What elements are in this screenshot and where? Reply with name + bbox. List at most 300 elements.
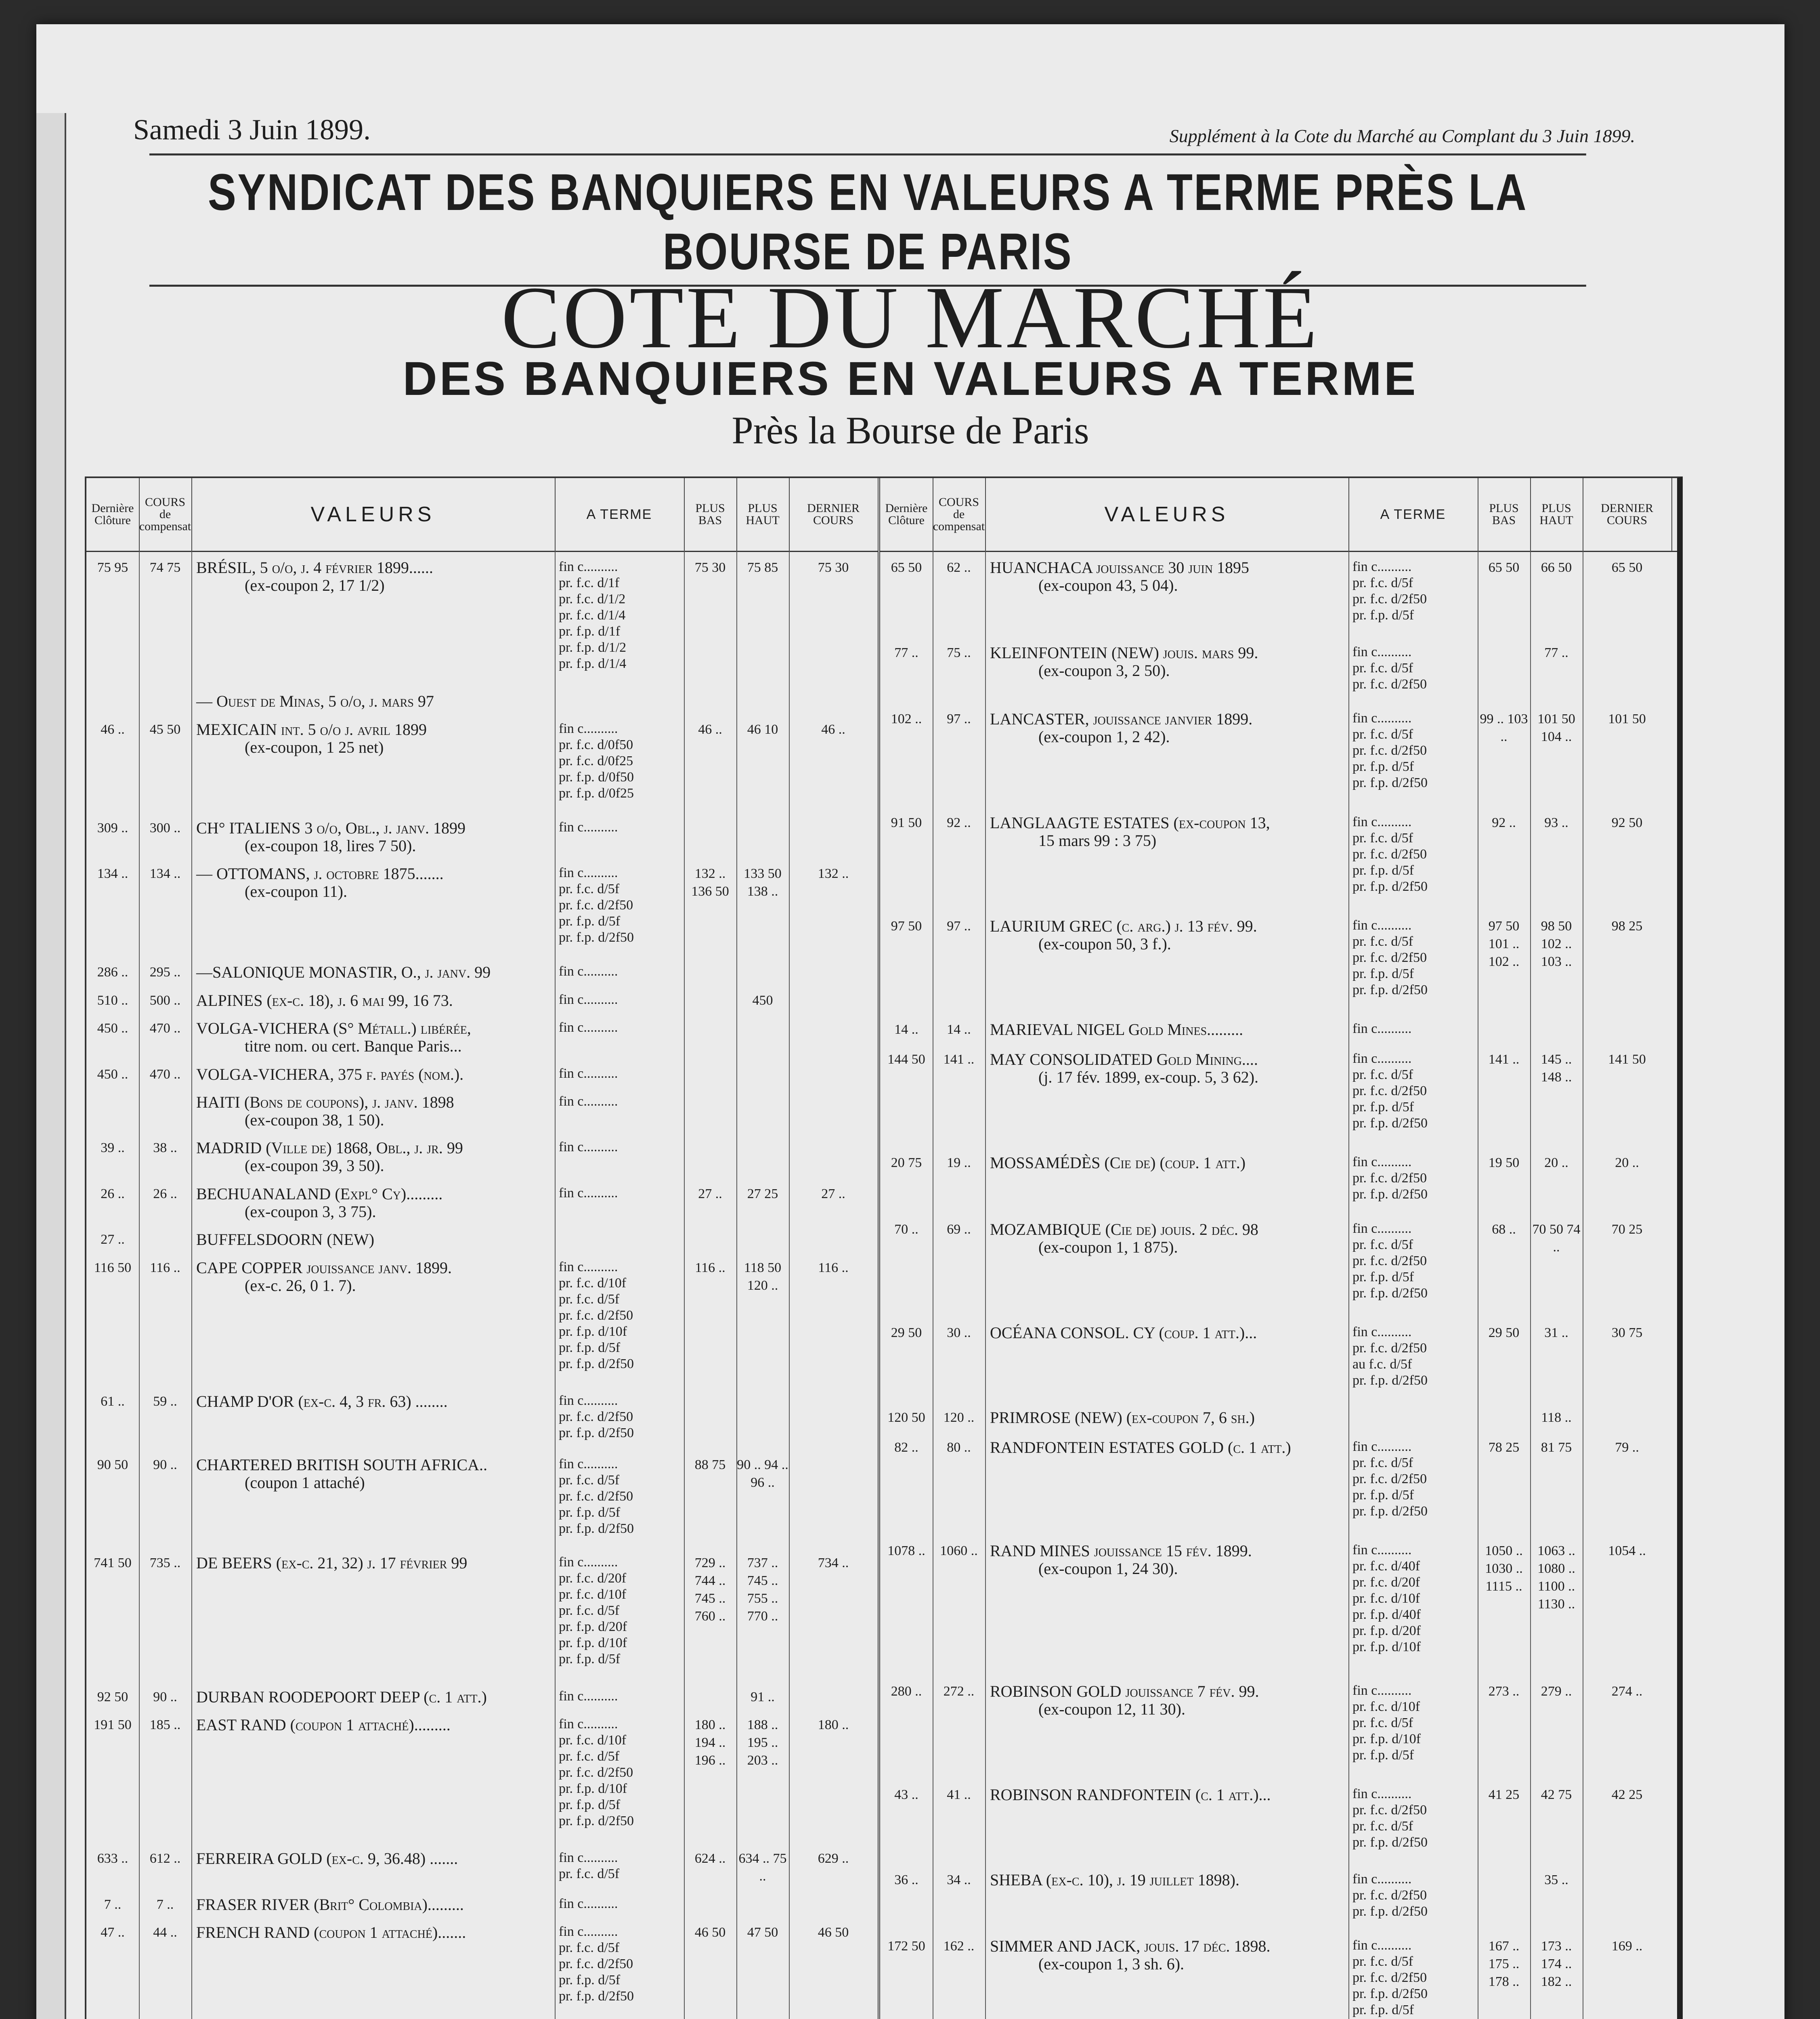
term-entry: pr. f.c. d/5f bbox=[1352, 1455, 1413, 1470]
security-name-line: SIMMER AND JACK, jouis. 17 déc. 1898. bbox=[990, 1937, 1271, 1956]
term-entry: pr. f.p. d/0f50 bbox=[559, 769, 634, 785]
compensation-price: 7 .. bbox=[156, 1897, 174, 1912]
closing-price: 65 50 bbox=[891, 560, 922, 575]
term-entry: pr. f.c. d/2f50 bbox=[1352, 1803, 1427, 1818]
compensation-price: 141 .. bbox=[943, 1051, 975, 1067]
last-price: 101 50 bbox=[1608, 711, 1646, 727]
closing-price: 90 50 bbox=[97, 1457, 128, 1472]
security-name bbox=[990, 1409, 1345, 1427]
term-entry: pr. f.c. d/2f50 bbox=[559, 1488, 633, 1504]
term-entry: fin c.......... bbox=[1352, 1439, 1412, 1454]
security-name bbox=[196, 1185, 551, 1221]
table-row bbox=[880, 1409, 1677, 1438]
compensation-price: 295 .. bbox=[149, 964, 181, 980]
highest-price: 35 .. bbox=[1544, 1872, 1568, 1887]
lowest-price: 729 .. 744 .. 745 .. 760 .. bbox=[694, 1555, 726, 1624]
security-name-line: DE BEERS (ex-c. 21, 32) j. 17 février 99 bbox=[196, 1554, 468, 1572]
security-name-detail: (ex-coupon 43, 5 04). bbox=[1038, 576, 1178, 594]
closing-price: 26 .. bbox=[101, 1186, 125, 1201]
highest-price: 118 .. bbox=[1541, 1410, 1572, 1425]
table-row bbox=[86, 1716, 878, 1850]
term-entry: pr. f.p. d/2f50 bbox=[1352, 1285, 1428, 1301]
table-row bbox=[880, 1324, 1677, 1409]
compensation-price: 185 .. bbox=[149, 1717, 181, 1733]
term-list bbox=[559, 1259, 682, 1372]
table-row bbox=[86, 1393, 878, 1456]
compensation-price: 19 .. bbox=[947, 1155, 971, 1170]
term-entry: pr. f.c. d/5f bbox=[559, 1866, 620, 1882]
highest-price: 47 50 bbox=[747, 1925, 778, 1940]
term-entry: pr. f.c. d/2f50 bbox=[559, 1765, 633, 1780]
lowest-price: 19 50 bbox=[1488, 1155, 1520, 1170]
security-name bbox=[196, 1850, 551, 1868]
term-entry: pr. f.c. d/1f bbox=[559, 575, 620, 590]
security-name-detail: (ex-coupon 2, 17 1/2) bbox=[245, 576, 385, 594]
term-entry: pr. f.p. d/10f bbox=[559, 1635, 627, 1651]
column-header-comp: COURS de compensat bbox=[139, 478, 192, 551]
security-name bbox=[196, 1456, 551, 1492]
table-row bbox=[86, 1093, 878, 1139]
lowest-price: 97 50 101 .. 102 .. bbox=[1488, 918, 1520, 969]
closing-price: 46 .. bbox=[101, 722, 125, 737]
term-list bbox=[1352, 710, 1476, 791]
term-list bbox=[1352, 644, 1476, 693]
term-list bbox=[559, 1093, 682, 1110]
security-name-line: KLEINFONTEIN (NEW) jouis. mars 99. bbox=[990, 643, 1258, 662]
compensation-price: 500 .. bbox=[149, 993, 181, 1008]
term-entry: fin c.......... bbox=[559, 1066, 618, 1081]
term-list bbox=[559, 1554, 682, 1667]
term-list bbox=[559, 963, 682, 980]
security-name bbox=[196, 992, 551, 1010]
term-entry: pr. f.p. d/10f bbox=[1352, 1731, 1421, 1746]
term-entry: fin c.......... bbox=[1352, 1154, 1412, 1169]
table-row bbox=[86, 1020, 878, 1065]
table-row bbox=[880, 1154, 1677, 1221]
security-name-line: CH° ITALIENS 3 o/o, Obl., j. janv. 1899 bbox=[196, 819, 465, 837]
compensation-price: 44 .. bbox=[153, 1925, 177, 1940]
highest-price: 118 50 120 .. bbox=[744, 1260, 782, 1293]
term-entry: pr. f.p. d/2f50 bbox=[1352, 1373, 1428, 1388]
security-name-line: BRÉSIL, 5 o/o, j. 4 février 1899...... bbox=[196, 558, 433, 577]
security-name-line: DURBAN ROODEPOORT DEEP (c. 1 att.) bbox=[196, 1687, 487, 1706]
term-entry: pr. f.c. d/2f50 bbox=[559, 1956, 633, 1972]
term-entry: pr. f.c. d/2f50 bbox=[1352, 676, 1427, 692]
column-header-close: Dernière Clôture bbox=[86, 478, 140, 551]
security-name-detail: (ex-coupon 50, 3 f.). bbox=[1038, 934, 1171, 953]
security-name-line: MADRID (Ville de) 1868, Obl., j. jr. 99 bbox=[196, 1139, 463, 1157]
last-price: 46 50 bbox=[818, 1925, 849, 1940]
column-header-terme: A TERME bbox=[555, 478, 685, 551]
compensation-price: 470 .. bbox=[149, 1021, 181, 1036]
closing-price: 91 50 bbox=[891, 815, 922, 830]
term-entry: pr. f.c. d/2f50 bbox=[1352, 1253, 1427, 1268]
compensation-price: 90 .. bbox=[153, 1689, 177, 1704]
table-row bbox=[86, 1688, 878, 1717]
term-entry: pr. f.p. d/10f bbox=[559, 1781, 627, 1797]
term-entry: pr. f.p. d/2f50 bbox=[1352, 1904, 1428, 1919]
term-entry: pr. f.c. d/2f50 bbox=[1352, 1887, 1427, 1903]
closing-price: 1078 .. bbox=[887, 1543, 925, 1558]
closing-price: 134 .. bbox=[97, 866, 128, 881]
term-entry: pr. f.p. d/2f50 bbox=[559, 1521, 634, 1536]
table-row bbox=[880, 1937, 1677, 2019]
term-entry: pr. f.c. d/5f bbox=[1352, 1819, 1413, 1834]
closing-price: 27 .. bbox=[101, 1232, 125, 1247]
term-entry: pr. f.c. d/2f50 bbox=[559, 897, 633, 913]
closing-price: 172 50 bbox=[887, 1939, 925, 1954]
term-entry: pr. f.c. d/5f bbox=[1352, 575, 1413, 590]
security-name bbox=[196, 865, 551, 900]
term-list bbox=[559, 1020, 682, 1036]
highest-price: 81 75 bbox=[1541, 1440, 1572, 1455]
term-entry: pr. f.p. d/10f bbox=[559, 1324, 627, 1339]
closing-price: 82 .. bbox=[894, 1440, 918, 1455]
term-entry: fin c.......... bbox=[559, 1924, 618, 1939]
term-entry: pr. f.p. d/2f50 bbox=[1352, 1115, 1428, 1131]
term-list bbox=[1352, 1324, 1476, 1389]
lowest-price: 78 25 bbox=[1488, 1440, 1520, 1455]
highest-price: 93 .. bbox=[1544, 815, 1568, 830]
term-list bbox=[559, 1850, 682, 1882]
last-price: 169 .. bbox=[1611, 1939, 1643, 1954]
term-list bbox=[559, 1456, 682, 1537]
security-name bbox=[196, 963, 551, 981]
term-entry: pr. f.c. d/10f bbox=[559, 1587, 627, 1602]
highest-price: 634 .. 75 .. bbox=[738, 1851, 787, 1884]
compensation-price: 1060 .. bbox=[940, 1543, 978, 1558]
term-entry: fin c.......... bbox=[1352, 644, 1412, 659]
term-entry: pr. f.c. d/5f bbox=[1352, 1237, 1413, 1252]
compensation-price: 92 .. bbox=[947, 815, 971, 830]
table-row bbox=[86, 1259, 878, 1393]
compensation-price: 470 .. bbox=[149, 1066, 181, 1082]
last-price: 274 .. bbox=[1611, 1683, 1643, 1699]
security-name-line: LAURIUM GREC (c. arg.) j. 13 fév. 99. bbox=[990, 917, 1257, 935]
term-entry: pr. f.c. d/5f bbox=[1352, 1954, 1413, 1969]
term-entry: pr. f.p. d/2f50 bbox=[1352, 1503, 1428, 1519]
lowest-price: 41 25 bbox=[1488, 1787, 1520, 1803]
security-name-detail: (ex-coupon 3, 2 50). bbox=[1038, 661, 1170, 680]
security-name bbox=[196, 721, 551, 756]
compensation-price: 80 .. bbox=[947, 1440, 971, 1455]
closing-price: 144 50 bbox=[887, 1051, 925, 1067]
closing-price: 43 .. bbox=[894, 1787, 918, 1803]
security-name bbox=[990, 644, 1345, 680]
compensation-price: 14 .. bbox=[947, 1022, 971, 1037]
compensation-price: 97 .. bbox=[947, 711, 971, 727]
last-price: 20 .. bbox=[1615, 1155, 1639, 1170]
term-list bbox=[559, 1139, 682, 1155]
security-name bbox=[990, 1221, 1345, 1256]
term-entry: pr. f.p. d/20f bbox=[1352, 1623, 1421, 1638]
security-name-line: BECHUANALAND (Expl° Cy)......... bbox=[196, 1184, 443, 1203]
highest-price: 20 .. bbox=[1544, 1155, 1568, 1170]
term-entry: pr. f.p. d/5f bbox=[1352, 759, 1414, 774]
term-entry: fin c.......... bbox=[1352, 1051, 1412, 1066]
table-row bbox=[86, 1456, 878, 1555]
lowest-price: 65 50 bbox=[1488, 560, 1520, 575]
lowest-price: 27 .. bbox=[698, 1186, 722, 1201]
security-name-line: CHAMP D'OR (ex-c. 4, 3 fr. 63) ........ bbox=[196, 1392, 448, 1410]
term-entry: pr. f.p. d/10f bbox=[1352, 1639, 1421, 1654]
closing-price: 20 75 bbox=[891, 1155, 922, 1170]
term-entry: fin c.......... bbox=[1352, 1221, 1412, 1236]
lowest-price: 1050 .. 1030 .. 1115 .. bbox=[1485, 1543, 1523, 1594]
security-name bbox=[990, 1937, 1345, 1973]
term-entry: pr. f.c. d/10f bbox=[559, 1275, 627, 1291]
term-list bbox=[1352, 1021, 1476, 1037]
term-entry: pr. f.c. d/5f bbox=[1352, 830, 1413, 846]
column-header-high: PLUS HAUT bbox=[736, 478, 790, 551]
column-header-comp: COURS de compensat bbox=[933, 478, 986, 551]
lowest-price: 68 .. bbox=[1492, 1221, 1516, 1237]
closing-price: 309 .. bbox=[97, 820, 128, 835]
security-name-detail: (ex-coupon 18, lires 7 50). bbox=[245, 836, 416, 855]
compensation-price: 120 .. bbox=[943, 1410, 975, 1425]
last-price: 46 .. bbox=[821, 722, 845, 737]
security-name bbox=[990, 710, 1345, 746]
compensation-price: 74 75 bbox=[149, 560, 181, 575]
term-list bbox=[559, 1066, 682, 1082]
term-entry: pr. f.c. d/1/2 bbox=[559, 592, 626, 607]
term-entry: pr. f.c. d/2f50 bbox=[1352, 950, 1427, 965]
lowest-price: 180 .. 194 .. 196 .. bbox=[694, 1717, 726, 1768]
compensation-price: 612 .. bbox=[149, 1851, 181, 1866]
highest-price: 66 50 bbox=[1541, 560, 1572, 575]
term-list bbox=[1352, 1871, 1476, 1920]
term-entry: fin c.......... bbox=[1352, 1871, 1412, 1887]
security-name-line: SHEBA (ex-c. 10), j. 19 juillet 1898). bbox=[990, 1870, 1239, 1889]
closing-price: 75 95 bbox=[97, 560, 128, 575]
term-list bbox=[559, 721, 682, 802]
term-entry: fin c.......... bbox=[1352, 1543, 1412, 1557]
security-name-detail: (ex-coupon 39, 3 50). bbox=[245, 1156, 384, 1175]
last-price: 1054 .. bbox=[1608, 1543, 1646, 1558]
term-entry: au f.c. d/5f bbox=[1352, 1356, 1412, 1372]
table-right-half bbox=[880, 478, 1677, 2019]
security-name bbox=[990, 917, 1345, 953]
term-entry: pr. f.c. d/5f bbox=[559, 1603, 620, 1618]
highest-price: 173 .. 174 .. 182 .. bbox=[1541, 1939, 1572, 1990]
security-name-line: MOZAMBIQUE (Cie de) jouis. 2 déc. 98 bbox=[990, 1220, 1258, 1238]
security-name-detail: titre nom. ou cert. Banque Paris... bbox=[245, 1037, 462, 1056]
security-name-line: MOSSAMÉDÈS (Cie de) (coup. 1 att.) bbox=[990, 1153, 1246, 1172]
closing-price: 97 50 bbox=[891, 918, 922, 934]
last-price: 141 50 bbox=[1608, 1051, 1646, 1067]
term-entry: pr. f.c. d/2f50 bbox=[1352, 743, 1427, 758]
term-entry: fin c.......... bbox=[559, 819, 618, 835]
term-entry: fin c.......... bbox=[1352, 1786, 1412, 1802]
last-price: 132 .. bbox=[818, 866, 849, 881]
term-entry: fin c.......... bbox=[559, 992, 618, 1007]
column-header-values: VALEURS bbox=[191, 478, 556, 551]
term-entry: fin c.......... bbox=[1352, 917, 1412, 933]
highest-price: 27 25 bbox=[747, 1186, 778, 1201]
closing-price: 29 50 bbox=[891, 1325, 922, 1340]
term-entry: pr. f.c. d/5f bbox=[559, 1940, 620, 1956]
term-entry: fin c.......... bbox=[559, 1259, 618, 1274]
last-price: 79 .. bbox=[1615, 1440, 1639, 1455]
security-name bbox=[196, 1896, 551, 1914]
term-list bbox=[559, 1185, 682, 1201]
security-name bbox=[990, 559, 1345, 594]
term-list bbox=[1352, 917, 1476, 998]
term-entry: pr. f.c. d/2f50 bbox=[1352, 592, 1427, 607]
term-entry: pr. f.p. d/5f bbox=[1352, 966, 1414, 981]
security-name-line: FRENCH RAND (coupon 1 attaché)....... bbox=[196, 1923, 466, 1942]
highest-price: 98 50 102 .. 103 .. bbox=[1541, 918, 1572, 969]
compensation-price: 34 .. bbox=[947, 1872, 971, 1887]
security-name bbox=[196, 1554, 551, 1572]
term-entry: pr. f.p. d/2f50 bbox=[559, 1356, 634, 1371]
table-row bbox=[880, 814, 1677, 917]
term-entry: pr. f.c. d/10f bbox=[1352, 1591, 1420, 1606]
compensation-price: 75 .. bbox=[947, 645, 971, 660]
term-list bbox=[559, 1393, 682, 1441]
table-row bbox=[86, 992, 878, 1020]
security-name-line: EAST RAND (coupon 1 attaché)......... bbox=[196, 1716, 451, 1734]
last-price: 27 .. bbox=[821, 1186, 845, 1201]
term-list bbox=[1352, 1154, 1476, 1203]
security-name-line: FRASER RIVER (Brit° Colombia)......... bbox=[196, 1895, 464, 1914]
closing-price: 510 .. bbox=[97, 993, 128, 1008]
syndicat-banner: SYNDICAT DES BANQUIERS EN VALEURS A TERME PRÈS LA BOURSE DE PARIS bbox=[149, 153, 1586, 287]
compensation-price: 59 .. bbox=[153, 1394, 177, 1409]
closing-price: 741 50 bbox=[94, 1555, 132, 1571]
main-subtitle: DES BANQUIERS EN VALEURS A TERME bbox=[403, 352, 1418, 405]
main-title: COTE DU MARCHÉ bbox=[501, 268, 1320, 367]
table-left-half bbox=[86, 478, 880, 2019]
column-header-values: VALEURS bbox=[985, 478, 1349, 551]
security-name-detail: (ex-coupon 1, 2 42). bbox=[1038, 728, 1170, 746]
table-header bbox=[880, 478, 1677, 552]
term-entry: pr. f.c. d/2f50 bbox=[1352, 1471, 1427, 1486]
table-row bbox=[86, 963, 878, 992]
term-entry: pr. f.c. d/2f50 bbox=[1352, 1170, 1427, 1186]
term-entry: pr. f.p. d/1f bbox=[559, 624, 621, 639]
last-price: 30 75 bbox=[1611, 1325, 1643, 1340]
security-name-line: —SALONIQUE MONASTIR, O., j. janv. 99 bbox=[196, 963, 491, 981]
term-entry: fin c.......... bbox=[559, 721, 618, 736]
security-name-detail: (ex-coupon 1, 24 30). bbox=[1038, 1559, 1178, 1578]
term-entry: pr. f.p. d/5f bbox=[559, 1652, 621, 1667]
security-name-line: — Ouest de Minas, 5 o/o, j. mars 97 bbox=[196, 692, 434, 711]
closing-price: 39 .. bbox=[101, 1140, 125, 1156]
term-entry: pr. f.c. d/2f50 bbox=[1352, 1083, 1427, 1098]
term-entry: pr. f.p. d/2f50 bbox=[559, 1425, 634, 1440]
term-entry: fin c.......... bbox=[559, 1185, 618, 1200]
term-entry: pr. f.c. d/5f bbox=[1352, 1067, 1413, 1082]
security-name-line: ROBINSON RANDFONTEIN (c. 1 att.)... bbox=[990, 1786, 1271, 1804]
closing-price: 633 .. bbox=[97, 1851, 128, 1866]
lowest-price: 273 .. bbox=[1488, 1683, 1520, 1699]
term-list bbox=[559, 1716, 682, 1829]
term-entry: pr. f.c. d/5f bbox=[1352, 934, 1413, 949]
highest-price: 77 .. bbox=[1544, 645, 1568, 660]
compensation-price: 62 .. bbox=[947, 560, 971, 575]
security-name-detail: (ex-coupon 38, 1 50). bbox=[245, 1111, 384, 1129]
table-row bbox=[880, 644, 1677, 711]
term-list bbox=[1352, 1051, 1476, 1131]
highest-price: 46 10 bbox=[747, 722, 778, 737]
lowest-price: 88 75 bbox=[694, 1457, 726, 1472]
compensation-price: 38 .. bbox=[153, 1140, 177, 1156]
security-name-line: RANDFONTEIN ESTATES GOLD (c. 1 att.) bbox=[990, 1438, 1291, 1457]
security-name bbox=[196, 1066, 551, 1083]
security-name-line: ROBINSON GOLD jouissance 7 fév. 99. bbox=[990, 1682, 1259, 1700]
closing-price: 77 .. bbox=[894, 645, 918, 660]
main-subtitle-2: Près la Bourse de Paris bbox=[732, 409, 1089, 452]
page-sheet bbox=[36, 24, 1784, 2019]
term-entry: pr. f.p. d/2f50 bbox=[1352, 879, 1428, 894]
table-row bbox=[880, 710, 1677, 814]
term-entry: pr. f.c. d/2f50 bbox=[1352, 846, 1427, 862]
security-name-detail: (ex-coupon, 1 25 net) bbox=[245, 738, 384, 756]
term-entry: pr. f.c. d/2f50 bbox=[1352, 1970, 1427, 1985]
security-name-line: PRIMROSE (NEW) (ex-coupon 7, 6 sh.) bbox=[990, 1408, 1255, 1427]
security-name-line: — OTTOMANS, j. octobre 1875....... bbox=[196, 864, 444, 883]
term-list bbox=[559, 1924, 682, 2004]
term-entry: pr. f.p. d/2f50 bbox=[1352, 982, 1428, 997]
security-name-line: FERREIRA GOLD (ex-c. 9, 36.48) ....... bbox=[196, 1849, 458, 1868]
term-entry: fin c.......... bbox=[559, 1456, 618, 1471]
table-row bbox=[86, 1066, 878, 1094]
security-name-detail: (ex-coupon 3, 3 75). bbox=[245, 1202, 376, 1221]
term-entry: pr. f.c. d/1/4 bbox=[559, 608, 626, 623]
security-name bbox=[196, 693, 551, 710]
term-entry: pr. f.p. d/0f25 bbox=[559, 785, 634, 801]
security-name-detail: (ex-coupon 11). bbox=[245, 882, 347, 900]
lowest-price: 99 .. 103 .. bbox=[1480, 711, 1528, 745]
security-name bbox=[990, 1051, 1345, 1086]
security-name bbox=[990, 1154, 1345, 1172]
security-name bbox=[990, 1324, 1345, 1342]
term-entry: fin c.......... bbox=[559, 865, 618, 880]
term-list bbox=[559, 559, 682, 672]
term-list bbox=[559, 992, 682, 1008]
quotation-table bbox=[85, 476, 1683, 2019]
compensation-price: 134 .. bbox=[149, 866, 181, 881]
compensation-price: 162 .. bbox=[943, 1939, 975, 1954]
security-name bbox=[196, 1020, 551, 1055]
security-name-line: BUFFELSDOORN (NEW) bbox=[196, 1230, 375, 1249]
last-price: 42 25 bbox=[1611, 1787, 1643, 1803]
compensation-price: 90 .. bbox=[153, 1457, 177, 1472]
term-entry: pr. f.p. d/1/4 bbox=[559, 656, 627, 671]
term-entry: pr. f.p. d/5f bbox=[1352, 1487, 1414, 1503]
security-name-line: LANCASTER, jouissance janvier 1899. bbox=[990, 710, 1253, 728]
security-name bbox=[196, 1924, 551, 1941]
term-list bbox=[559, 1688, 682, 1704]
term-entry: pr. f.p. d/40f bbox=[1352, 1607, 1421, 1622]
lowest-price: 167 .. 175 .. 178 .. bbox=[1488, 1939, 1520, 1990]
term-entry: pr. f.p. d/5f bbox=[559, 913, 621, 929]
term-entry: pr. f.c. d/5f bbox=[1352, 1715, 1413, 1730]
column-header-terme: A TERME bbox=[1348, 478, 1478, 551]
term-entry: pr. f.c. d/40f bbox=[1352, 1559, 1420, 1574]
lowest-price: 141 .. bbox=[1488, 1051, 1520, 1067]
column-header-last: DERNIER COURS bbox=[789, 478, 879, 551]
term-entry: fin c.......... bbox=[559, 1850, 618, 1866]
term-entry: pr. f.p. d/5f bbox=[559, 1973, 621, 1988]
last-price: 65 50 bbox=[1611, 560, 1643, 575]
last-price: 92 50 bbox=[1611, 815, 1643, 830]
term-entry: pr. f.c. d/2f50 bbox=[559, 1409, 633, 1424]
highest-price: 279 .. bbox=[1541, 1683, 1572, 1699]
term-entry: pr. f.p. d/5f bbox=[559, 1340, 621, 1355]
term-entry: pr. f.p. d/5f bbox=[1352, 608, 1414, 623]
